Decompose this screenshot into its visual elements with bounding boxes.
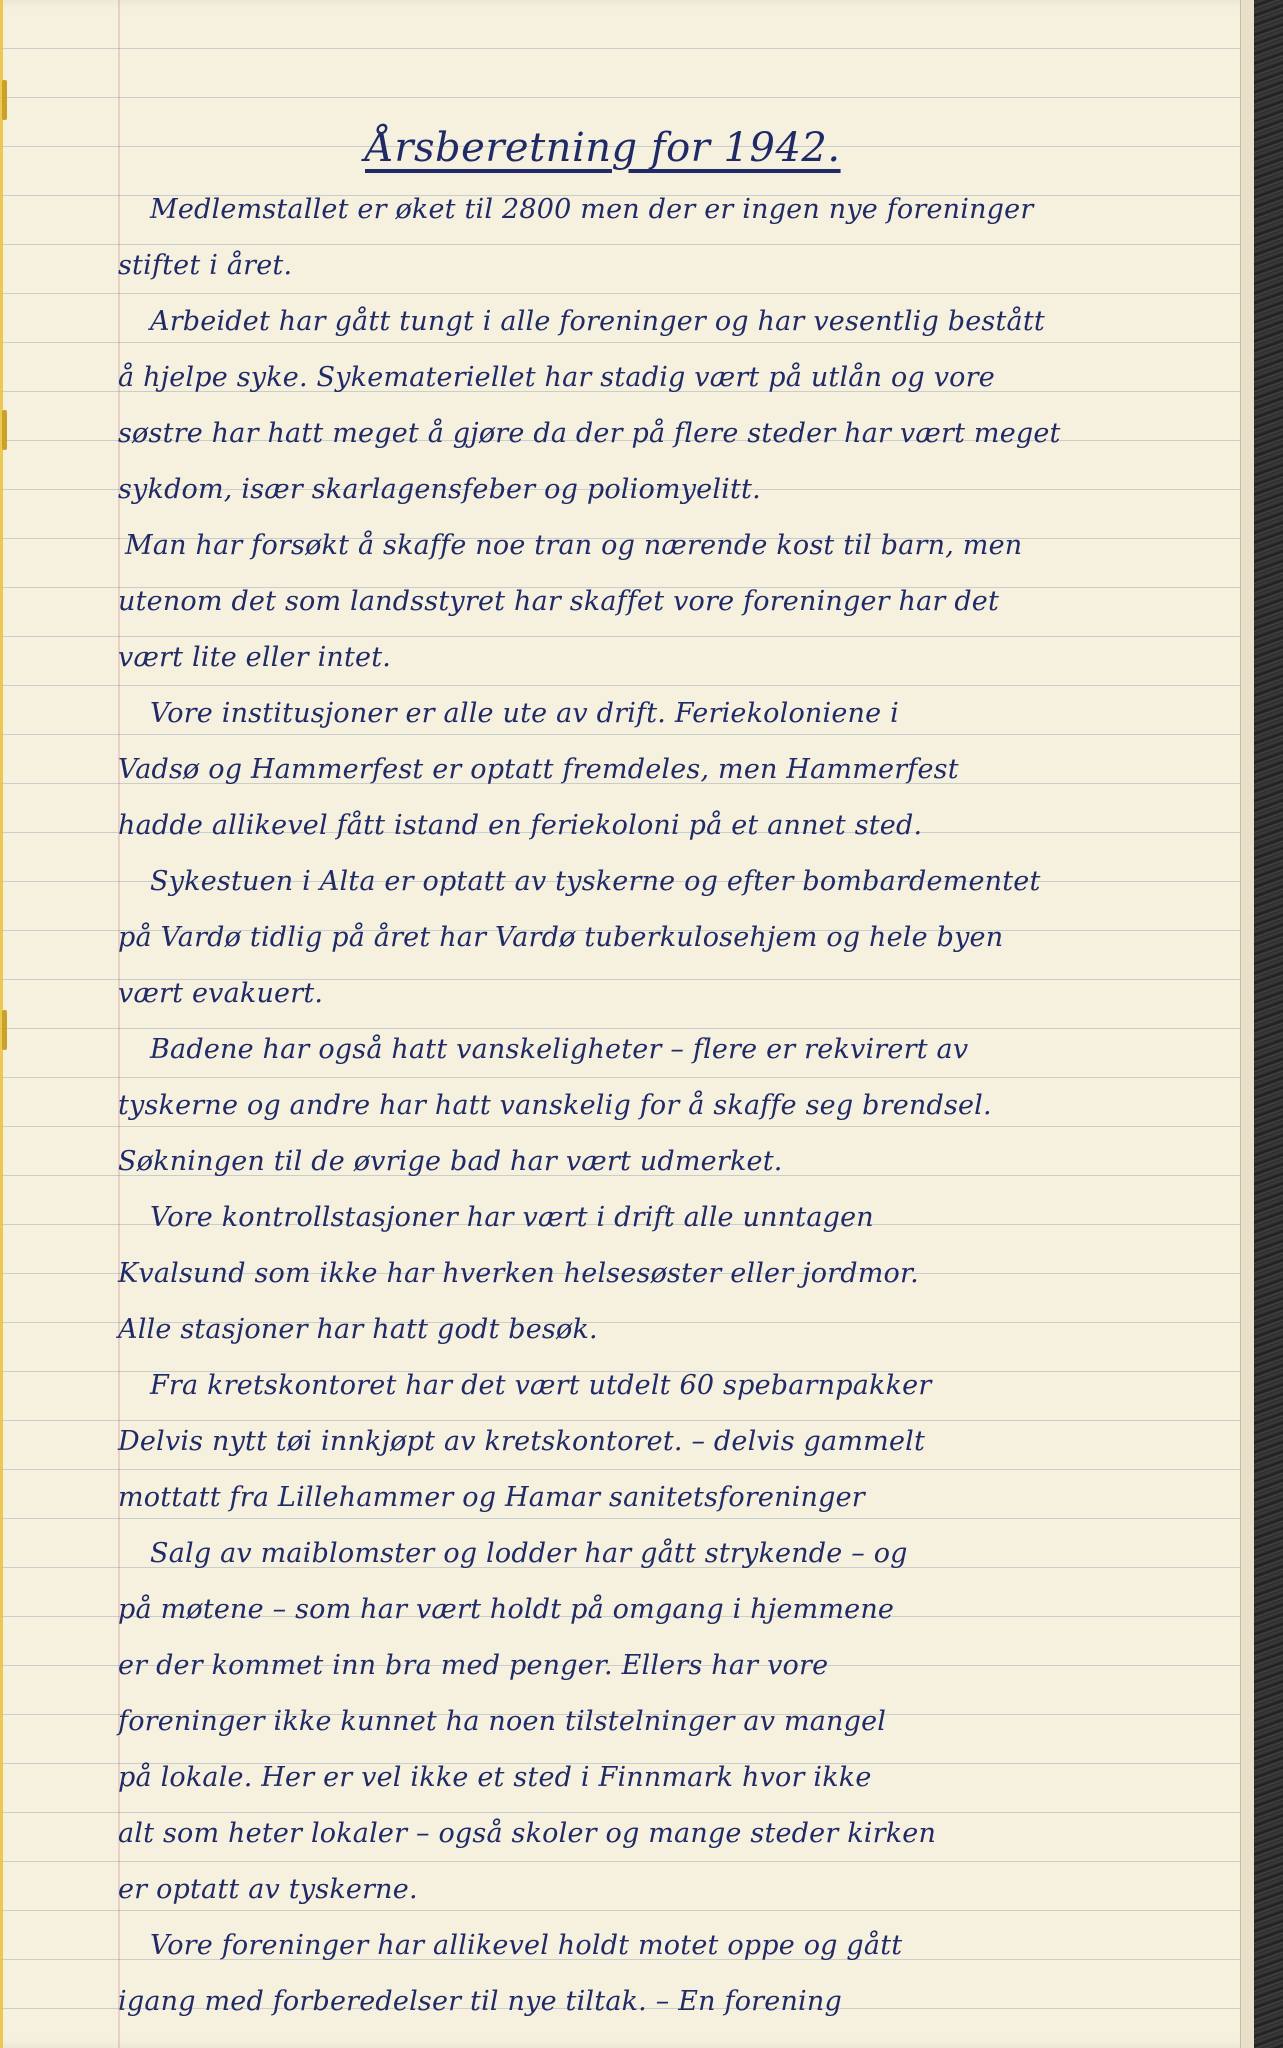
margin-rule [118, 0, 120, 2048]
text-line: Vore institusjoner er alle ute av drift. Feriekoloniene i [150, 698, 899, 729]
margin-mark [2, 410, 7, 450]
notebook-binding [1254, 0, 1283, 2048]
text-line: Kvalsund som ikke har hverken helsesøster eller jordmor. [118, 1258, 919, 1289]
text-line: alt som heter lokaler – også skoler og mange steder kirken [118, 1818, 937, 1849]
text-line: Alle stasjoner har hatt godt besøk. [118, 1314, 598, 1345]
text-line: sykdom, især skarlagensfeber og poliomyelitt. [118, 474, 761, 505]
text-line: stiftet i året. [118, 250, 293, 281]
text-line: Badene har også hatt vanskeligheter – flere er rekvirert av [150, 1034, 969, 1065]
text-line: tyskerne og andre har hatt vanskelig for å skaffe seg brendsel. [118, 1090, 992, 1121]
text-line: er optatt av tyskerne. [118, 1874, 418, 1905]
page-stack-edge [1240, 0, 1255, 2048]
text-line: Salg av maiblomster og lodder har gått strykende – og [150, 1538, 908, 1569]
text-line: hadde allikevel fått istand en feriekoloni på et annet sted. [118, 810, 923, 841]
text-line: på lokale. Her er vel ikke et sted i Finnmark hvor ikke [118, 1762, 872, 1793]
text-line: igang med forberedelser til nye tiltak. – En forening [118, 1986, 842, 2017]
text-line: Medlemstallet er øket til 2800 men der er ingen nye foreninger [150, 194, 1034, 225]
text-line: Vore foreninger har allikevel holdt motet oppe og gått [150, 1930, 903, 1961]
text-line: Arbeidet har gått tungt i alle foreninger og har vesentlig bestått [150, 306, 1045, 337]
text-line: Man har forsøkt å skaffe noe tran og nærende kost til barn, men [125, 530, 1023, 561]
text-line: Sykestuen i Alta er optatt av tyskerne og efter bombardementet [150, 866, 1041, 897]
text-line: Fra kretskontoret har det vært utdelt 60 spebarnpakker [150, 1370, 932, 1401]
text-line: vært lite eller intet. [118, 642, 392, 673]
text-line: foreninger ikke kunnet ha noen tilstelninger av mangel [118, 1706, 887, 1737]
text-line: Vore kontrollstasjoner har vært i drift alle unntagen [150, 1202, 874, 1233]
text-line: på møtene – som har vært holdt på omgang i hjemmene [118, 1594, 895, 1625]
text-line: utenom det som landsstyret har skaffet vore foreninger har det [118, 586, 1000, 617]
margin-mark [2, 80, 7, 120]
text-line: søstre har hatt meget å gjøre da der på flere steder har vært meget [118, 418, 1061, 449]
text-line: Søkningen til de øvrige bad har vært udmerket. [118, 1146, 783, 1177]
document-title: Årsberetning for 1942. [365, 125, 841, 171]
text-line: vært evakuert. [118, 978, 324, 1009]
text-line: på Vardø tidlig på året har Vardø tuberkulosehjem og hele byen [118, 922, 1004, 953]
text-line: mottatt fra Lillehammer og Hamar sanitetsforeninger [118, 1482, 865, 1513]
margin-mark [2, 1010, 7, 1050]
text-line: Vadsø og Hammerfest er optatt fremdeles, men Hammerfest [118, 754, 959, 785]
text-line: Delvis nytt tøi innkjøpt av kretskontoret. – delvis gammelt [118, 1426, 926, 1457]
text-line: å hjelpe syke. Sykemateriellet har stadig vært på utlån og vore [118, 362, 995, 393]
text-line: er der kommet inn bra med penger. Ellers har vore [118, 1650, 829, 1681]
